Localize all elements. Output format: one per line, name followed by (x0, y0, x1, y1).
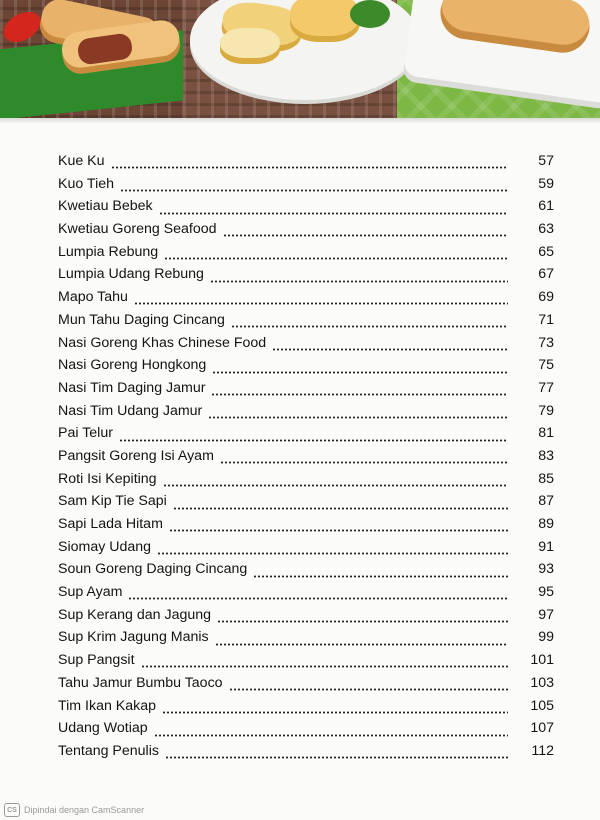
toc-entry (58, 263, 554, 286)
toc-entry-page: 103 (530, 674, 554, 691)
spring-rolls-photo (0, 0, 183, 118)
parsley-garnish (350, 0, 390, 28)
toc-entry (58, 241, 554, 264)
dot-leader (128, 590, 508, 600)
toc-entry (58, 445, 554, 468)
toc-entry-title: Sup Ayam (58, 584, 123, 601)
watermark-text: Dipindai dengan CamScanner (24, 805, 145, 815)
toc-entry-page: 69 (538, 289, 554, 306)
toc-entry (58, 740, 554, 763)
toc-entry-title: Sapi Lada Hitam (58, 516, 163, 532)
toc-entry (58, 604, 554, 627)
dot-leader (165, 749, 508, 759)
toc-entry-title: Udang Wotiap (58, 720, 148, 737)
toc-entry-page: 87 (538, 493, 554, 510)
dot-leader (111, 159, 508, 169)
toc-entry-page: 75 (538, 357, 554, 374)
toc-entry-title: Kue Ku (58, 153, 105, 169)
toc-entry (58, 717, 554, 740)
dot-leader (154, 727, 508, 737)
toc-entry (58, 513, 554, 536)
toc-entry-title: Mapo Tahu (58, 289, 128, 306)
dot-leader (223, 227, 508, 237)
dot-leader (163, 477, 508, 487)
toc-entry (58, 332, 554, 355)
toc-entry (58, 626, 554, 649)
header-photo-strip (0, 0, 600, 118)
toc-entry-title: Mun Tahu Daging Cincang (58, 311, 225, 328)
toc-entry (58, 218, 554, 241)
toc-entry-page: 112 (531, 742, 554, 759)
toc-entry-page: 89 (538, 516, 554, 532)
toc-entry-page: 81 (538, 425, 554, 442)
toc-entry-title: Nasi Goreng Hongkong (58, 357, 207, 374)
dot-leader (120, 182, 508, 192)
camscanner-logo-icon: CS (4, 803, 20, 817)
toc-entry (58, 377, 554, 400)
toc-entry-title: Siomay Udang (58, 538, 152, 555)
camscanner-watermark (4, 803, 144, 817)
toc-entry (58, 581, 554, 604)
dot-leader (229, 681, 508, 691)
toc-entry-page: 61 (538, 198, 554, 215)
toc-entry (58, 490, 554, 513)
dot-leader (157, 545, 508, 555)
dot-leader (141, 658, 508, 668)
toc-entry-title: Nasi Goreng Khas Chinese Food (58, 334, 267, 351)
toc-entry (58, 422, 554, 445)
dot-leader (208, 409, 508, 419)
toc-entry-page: 85 (538, 470, 554, 487)
dot-leader (169, 522, 508, 532)
toc-entry (58, 649, 554, 672)
dot-leader (164, 250, 508, 260)
toc-entry-page: 97 (538, 606, 554, 623)
toc-entry-page: 65 (538, 243, 554, 260)
toc-entry-title: Tentang Penulis (58, 742, 159, 759)
toc-entry-page: 105 (530, 697, 554, 714)
toc-entry-title: Tim Ikan Kakap (58, 697, 157, 714)
toc-entry-title: Kwetiau Bebek (58, 198, 153, 215)
toc-entry-page: 71 (538, 311, 554, 328)
toc-entry-title: Roti Isi Kepiting (58, 470, 157, 487)
dot-leader (212, 364, 508, 374)
toc-entry-title: Lumpia Rebung (58, 243, 159, 260)
toc-entry-page: 73 (538, 334, 554, 351)
dot-leader (134, 295, 508, 305)
dot-leader (159, 205, 508, 215)
dot-leader (231, 318, 508, 328)
table-of-contents (58, 150, 554, 763)
toc-entry-title: Sup Pangsit (58, 652, 135, 669)
toc-entry-title: Soun Goreng Daging Cincang (58, 561, 248, 578)
dot-leader (162, 704, 508, 714)
toc-entry-page: 59 (538, 175, 554, 192)
toc-entry-title: Nasi Tim Daging Jamur (58, 379, 206, 396)
toc-entry-title: Nasi Tim Udang Jamur (58, 402, 203, 419)
toc-entry-page: 99 (538, 629, 554, 646)
dot-leader (211, 386, 508, 396)
dot-leader (173, 500, 508, 510)
toc-entry-page: 67 (538, 266, 554, 283)
dot-leader (217, 613, 508, 623)
dot-leader (210, 273, 508, 283)
toc-entry-title: Lumpia Udang Rebung (58, 266, 204, 283)
toc-entry (58, 400, 554, 423)
toc-entry-title: Pangsit Goreng Isi Ayam (58, 447, 214, 464)
toc-entry (58, 558, 554, 581)
toc-entry-page: 93 (538, 561, 554, 578)
toc-entry-title: Tahu Jamur Bumbu Taoco (58, 674, 223, 691)
toc-entry-page: 95 (538, 584, 554, 601)
toc-entry (58, 195, 554, 218)
toc-entry-title: Pai Telur (58, 425, 113, 442)
toc-entry (58, 536, 554, 559)
toc-entry (58, 672, 554, 695)
toc-entry (58, 286, 554, 309)
toc-entry-title: Sup Krim Jagung Manis (58, 629, 209, 646)
toc-entry (58, 173, 554, 196)
toc-entry (58, 150, 554, 173)
toc-entry-title: Sup Kerang dan Jagung (58, 606, 212, 623)
toc-entry-page: 57 (538, 153, 554, 169)
toc-entry-page: 91 (538, 538, 554, 555)
dot-leader (272, 341, 508, 351)
dot-leader (253, 568, 508, 578)
toc-entry-page: 63 (538, 221, 554, 238)
toc-entry-page: 83 (538, 447, 554, 464)
toc-entry (58, 309, 554, 332)
toc-entry (58, 354, 554, 377)
dot-leader (119, 432, 508, 442)
toc-entry-title: Sam Kip Tie Sapi (58, 493, 167, 510)
toc-entry-title: Kwetiau Goreng Seafood (58, 221, 217, 238)
toc-entry-title: Kuo Tieh (58, 175, 115, 192)
toc-entry-page: 77 (538, 379, 554, 396)
toc-entry (58, 468, 554, 491)
toc-entry-page: 79 (538, 402, 554, 419)
toc-entry-page: 101 (530, 652, 554, 669)
dot-leader (215, 636, 508, 646)
toc-entry (58, 695, 554, 718)
toc-entry-page: 107 (530, 720, 554, 737)
dot-leader (220, 454, 508, 464)
